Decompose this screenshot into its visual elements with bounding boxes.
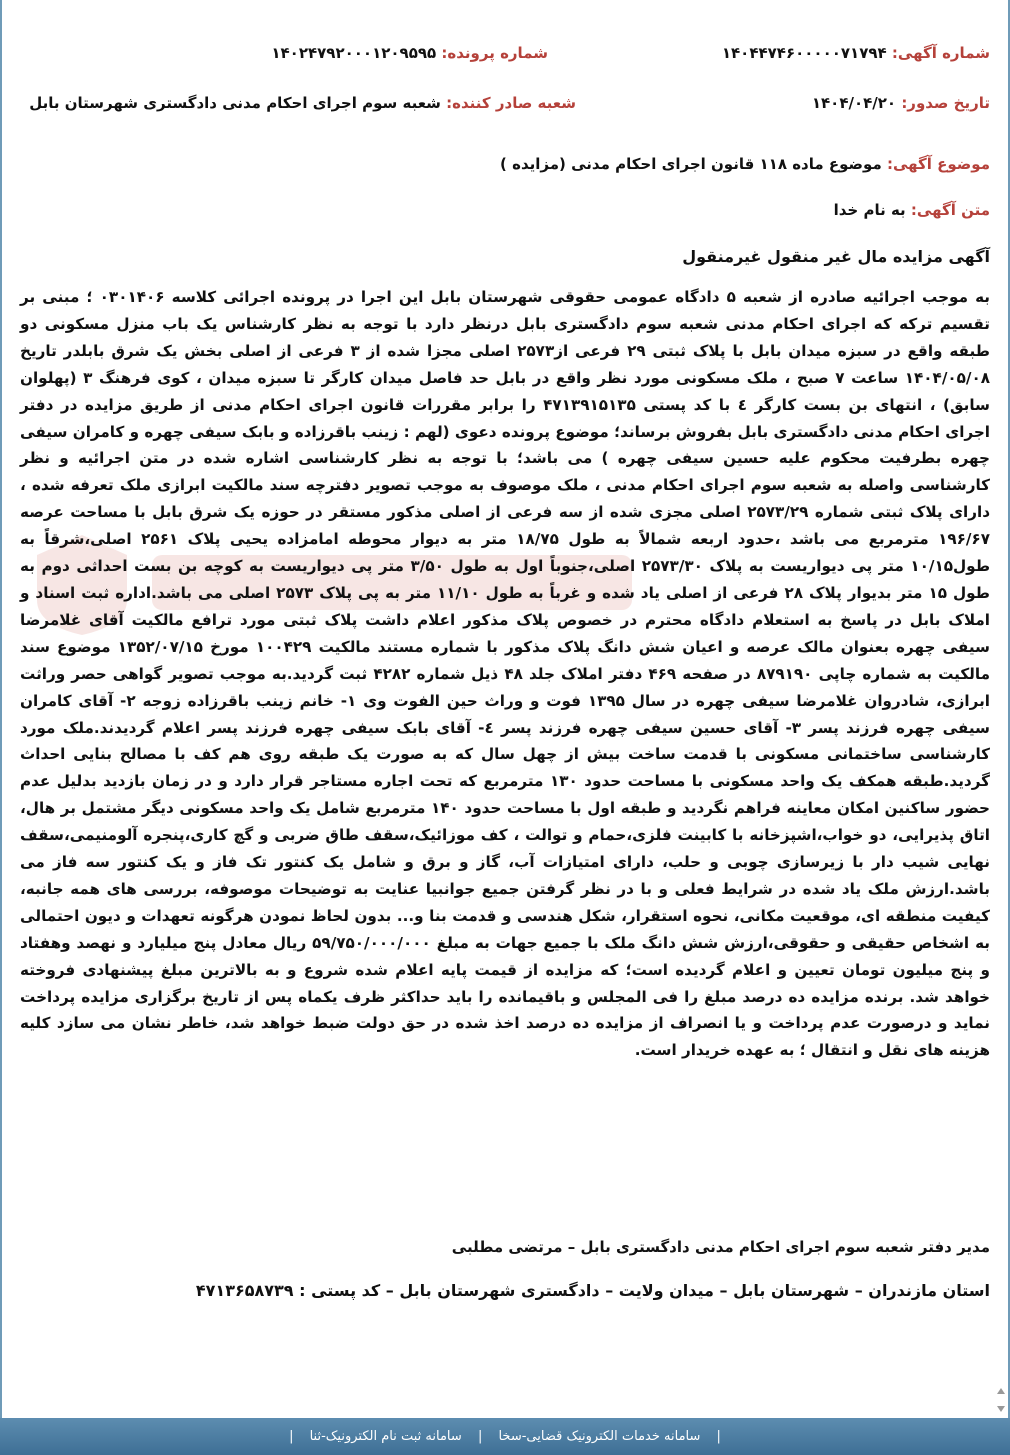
footer-link-sana[interactable]: سامانه ثبت نام الکترونیک-ثنا — [309, 1429, 462, 1444]
notice-text-heading — [834, 201, 990, 219]
issuing-branch-value: شعبه سوم اجرای احکام مدنی دادگستری شهرستان بابل — [29, 94, 441, 112]
issue-date-value: ۱۴۰۴/۰۴/۲۰ — [811, 94, 897, 112]
subject-value: موضوع ماده ۱۱۸ قانون اجرای احکام مدنی (مزایده ) — [500, 155, 882, 173]
case-number — [271, 44, 548, 62]
issue-date-label: تاریخ صدور: — [901, 94, 990, 112]
auction-title: آگهی مزایده مال غیر منقول غیرمنقول — [682, 247, 990, 266]
footer-bar — [0, 1418, 1010, 1455]
footer-separator: | — [477, 1429, 483, 1444]
notice-header — [2, 0, 1008, 140]
notice-text-label: متن آگهی: — [910, 201, 990, 219]
notice-number-value: ۱۴۰۴۴۷۴۶۰۰۰۰۰۷۱۷۹۴ — [721, 44, 887, 62]
notice-number — [722, 44, 990, 62]
signature: مدیر دفتر شعبه سوم اجرای احکام مدنی دادگستری بابل – مرتضی مطلبی — [451, 1238, 990, 1256]
notice-number-label: شماره آگهی: — [891, 44, 990, 62]
footer-separator: | — [716, 1429, 721, 1444]
issue-date — [812, 94, 990, 112]
footer-separator: | — [289, 1429, 294, 1444]
case-number-label: شماره پرونده: — [441, 44, 548, 62]
footer-link-sakha[interactable]: سامانه خدمات الکترونیک قضایی-سخا — [498, 1429, 701, 1444]
case-number-value: ۱۴۰۲۴۷۹۲۰۰۰۱۲۰۹۵۹۵ — [271, 44, 437, 62]
notice-subject — [500, 155, 990, 173]
scrollbar-arrows-icon[interactable] — [994, 1380, 1008, 1418]
notice-body: به موجب اجرائیه صادره از شعبه ۵ دادگاه عمومی حقوقی شهرستان بابل این اجرا در پرونده اجرائی کلاسه ۰۳۰۱۴۰۶ ؛ مبنی بر تقسیم ترکه که اجرای احکام مدنی شعبه سوم دادگستری بابل درنظر دارد با توجه به نظر کارشناس یک باب منزل مسکونی دو طبقه واقع در سبزه میدان بابل با پلاک ثبتی ۲۹ فرعی از۲۵۷۳ اصلی مجزا شده از ۳ فرعی از اصلی بخش یک شرق بابلدر تاریخ ۱۴۰۴/۰۵/۰۸ ساعت ۷ صبح ، ملک مسکونی مورد نظر واقع در بابل حد فاصل میدان کارگر تا سبزه میدان ، کوی فرهنگ ۳ (پهلوان سابق) ، انتهای بن بست کارگر ٤ با کد پستی ۴۷۱۳۹۱۵۱۳۵ را برابر مقررات قانون اجرای احکام مدنی از طریق مزایده در دفتر اجرای احکام مدنی دادگستری بابل بفروش برساند؛ موضوع پرونده دعوی (لهم : زینب باقرزاده و بابک سیفی چهره و کامران سیفی چهره بطرفیت محکوم علیه حسین سیفی چهره ) می باشد؛ با توجه به نظر کارشناسی اشاره شده در متن اجرائیه و نظر کارشناسی واصله به شعبه سوم اجرای احکام مدنی ، ملک موصوف به موجب تصویر دفترچه سند مالکیت ابرازی ملک تعرفه شده ، دارای پلاک ثبتی شماره ۲۵۷۳/۲۹ اصلی مجزی شده از سه فرعی از اصلی مذکور مستقر در حوزه یک شرق بابل با مساحت عرصه ۱۹۶/۶۷ مترمربع می باشد ،حدود اربعه شمالاً به طول ۱۸/۷۵ متر به دیوار محوطه امامزاده یحیی پلاک ۲۵۶۱ اصلی،شرقاً به طول۱۰/۱۵ متر پی دیواریست به پلاک ۲۵۷۳/۳۰ اصلی،جنوباً اول به طول ۳/۵۰ متر پی دیواریست به کوچه بن بست احداثی دوم به طول ۱۵ متر بدیوار پلاک ۲۸ فرعی از اصلی یاد شده و غرباً به طول ۱۱/۱۰ متر به پی پلاک ۲۵۷۳ اصلی می باشد.اداره ثبت اسناد و املاک بابل در پاسخ به استعلام دادگاه محترم در خصوص پلاک مذکور اعلام داشت پلاک ثبتی مورد ترافع مالکیت آقای غلامرضا سیفی چهره بعنوان مالک عرصه و اعیان شش دانگ پلاک مذکور با شماره مستند مالکیت ۱۰۰۴۲۹ مورخ ۱۳۵۲/۰۷/۱۵ موضوع سند مالکیت به شماره چاپی ۸۷۹۱۹۰ در صفحه ۴۶۹ دفتر املاک جلد ۴۸ ذیل شماره ۴۲۸۲ ثبت گردید.به موجب تصویر گواهی حصر وراثت ابرازی، شادروان غلامرضا سیفی چهره در سال ۱۳۹۵ فوت و وراث حین الفوت وی ۱- خانم زینب باقرزاده زوجه ۲- آقای کامران سیفی چهره فرزند پسر ۳- آقای حسین سیفی چهره فرزند پسر ٤- آقای بابک سیفی چهره فرزند پسر اعلام گردیدند.ملک مورد کارشناسی ساختمانی مسکونی با قدمت ساخت بیش از چهل سال که به صورت یک طبقه روی هم کف با مصالح بنایی احداث گردید.طبقه همکف یک واحد مسکونی با مساحت حدود ۱۳۰ مترمربع که تحت اجاره مستاجر قرار دارد و در زمان بازدید بدلیل عدم حضور ساکنین امکان معاینه فراهم نگردید و طبقه اول با مساحت حدود ۱۴۰ مترمربع شامل یک واحد مسکونی دیگر مشتمل بر هال، اتاق پذیرایی، دو خواب،اشپزخانه با کابینت فلزی،حمام و توالت ، کف موزائیک،سقف طاق ضربی و گچ کاری،پنجره آلومنیمی،سقف نهایی شیب دار با زیرسازی چوبی و حلب، دارای امتیازات آب، گاز و برق و شامل یک کنتور تک فاز و یک کنتور سه فاز می باشد.ارزش ملک یاد شده در شرایط فعلی و با در نظر گرفتن جمیع جوانبیا عنایت به توضیحات موصوفه، بررسی های همه جانبه، کیفیت منطقه ای، موقعیت مکانی، نحوه استقرار، شکل هندسی و قدمت بنا و... بدون لحاظ نمودن هرگونه تعهدات و دیون احتمالی به اشخاص حقیقی و حقوقی،ارزش شش دانگ ملک با جمیع جهات به مبلغ ۵۹/۷۵۰/۰۰۰/۰۰۰ ریال معادل پنج میلیارد و نهصد وهفتاد و پنج میلیون تومان تعیین و اعلام گردیده است؛ که مزایده از قیمت پایه اعلام شده شروع و به بالاترین مبلغ پیشنهادی فروخته خواهد شد. برنده مزایده ده درصد مبلغ را فی المجلس و باقیمانده را باید حداکثر ظرف یکماه پس از تاریخ برگزاری مزایده پرداخت نماید و درصورت عدم پرداخت و یا انصراف از مزایده ده درصد اخذ شده در حق دولت ضبط خواهد شد، خاطر نشان می سازد کلیه هزینه های نقل و انتقال ؛ به عهده خریدار است. — [20, 288, 991, 1060]
subject-label: موضوع آگهی: — [886, 155, 990, 173]
issuing-branch-label: شعبه صادر کننده: — [446, 94, 576, 112]
notice-text-value: به نام خدا — [833, 201, 906, 219]
address: استان مازندران – شهرستان بابل – میدان ولایت – دادگستری شهرستان بابل – کد پستی : ۴۷۱۳۶۵۸۷۳۹ — [195, 1281, 990, 1300]
issuing-branch — [29, 94, 576, 112]
